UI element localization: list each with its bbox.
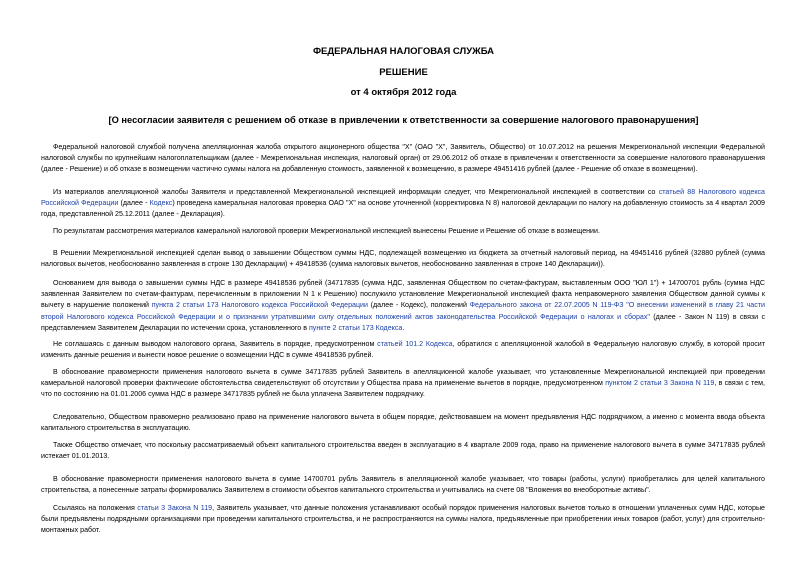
document-link[interactable]: Кодекс xyxy=(149,199,173,208)
document-link[interactable]: статьи 3 Закона N 119 xyxy=(137,504,213,512)
paragraph-text: В Решении Межрегиональной инспекцией сделан вывод о завышении Обществом суммы НДС, подлежащей возмещению из бюджета за отчетный налоговый период, на 49451416 рублей (32880 рублей (сумма налоговых вычетов, необоснованно заявленная в строке 130 Декларации) + 49418536 (сумма налоговых вычетов, необоснованно заявленная в строке 140 Декларации)). xyxy=(41,249,765,269)
paragraph-text: (далее - xyxy=(118,199,150,208)
paragraph xyxy=(41,187,765,221)
paragraph xyxy=(41,440,765,462)
paragraph xyxy=(41,503,765,537)
paragraph-text: Ссылаясь на положения xyxy=(53,504,138,512)
paragraph-text: Из материалов апелляционной жалобы Заявителя и представленной Межрегиональной инспекцией информации следует, что Межрегиональной инспекцией в соответствии со xyxy=(53,188,659,196)
paragraph-text: В обоснование правомерности применения налогового вычета в сумме 34717835 рублей Заявитель в апелляционной жалобе указывает, что установленные Межрегиональной инспекцией при проведении камеральной налоговой проверки фактические обстоятельства свидетельствуют об отсутствии у Общества права на применение вычетов в порядке, предусмотренном xyxy=(41,368,765,388)
paragraph xyxy=(41,367,765,401)
paragraph-text: , в связи с тем, что по состоянию на 01.01.2006 сумма НДС в размере 34717835 рублей не была уплачена Заявителем подрядчику. xyxy=(41,379,765,399)
document-type: РЕШЕНИЕ xyxy=(379,67,428,78)
paragraph xyxy=(41,278,765,334)
paragraph-text: . xyxy=(402,323,405,332)
paragraph xyxy=(41,142,765,176)
paragraph-text: В обоснование правомерности применения налогового вычета в сумме 14700701 рубль Заявитель в апелляционной жалобе указывает, что товары (работы, услуги) приобретались для целей капитального строительства, а понесенные затраты формировались Заявителем в стоимости объектов капитального строительства и учитывались на счете 08 "Вложения во внеоборотные активы". xyxy=(41,475,765,495)
document-link[interactable]: пункте 2 статьи 173 Кодекса xyxy=(308,323,403,332)
document-link[interactable]: статьей 88 Налогового кодекса Российской Федерации xyxy=(41,188,765,208)
paragraph-text: Основанием для вывода о завышении суммы НДС в размере 49418536 рублей (34717835 (сумма НДС, заявленная Обществом по счетам-фактурам, выставленным ООО "ЮЛ 1") + 14700701 рубль (сумма НДС заявленная Заявителем по счетам-фактурам, перечисленным в приложении N 1 к Решению) послужило установление Межрегиональной инспекцией факта неправомерного заявления Обществом данной суммы к вычету в нарушение положений xyxy=(41,279,765,310)
paragraph-text: По результатам рассмотрения материалов камеральной налоговой проверки Межрегиональной инспекцией вынесены Решение и Решение об отказе в возмещении. xyxy=(53,227,600,235)
paragraph-text: Также Общество отмечает, что поскольку рассматриваемый объект капитального строительства введен в эксплуатацию в 4 квартале 2009 года, право на применение налогового вычета в сумме 34717835 рублей истекает 01.01.2013. xyxy=(41,441,765,461)
paragraph xyxy=(41,248,765,270)
paragraph-text: , Заявитель указывает, что данные положения устанавливают особый порядок применения налоговых вычетов только в отношении уплаченных сумм НДС, которые были предъявлены подрядными организациями при проведении капитального строительства, и не распространяются на суммы налога, предъявленные при приобретении иных товаров (работ, услуг) для строительно-монтажных работ. xyxy=(41,504,765,535)
paragraph xyxy=(41,226,765,237)
document-date: от 4 октября 2012 года xyxy=(350,87,457,98)
paragraph-text: Следовательно, Обществом правомерно реализовано право на применение налогового вычета в общем порядке, действовавшем на момент предъявления НДС подрядчиком, а именно с момента ввода объекта капитального строительства в эксплуатацию. xyxy=(41,413,765,433)
paragraph-text: Не соглашаясь с данным выводом налогового органа, Заявитель в порядке, предусмотренном xyxy=(53,340,378,348)
paragraph-text: Федеральной налоговой службой получена апелляционная жалоба открытого акционерного общества "Х" (ОАО "Х", Заявитель, Общество) от 10.07.2012 на решения Межрегиональной инспекции Федеральной налоговой службы по крупнейшим налогоплательщикам (далее - Межрегиональная инспекция, налоговый орган) от 29.06.2012 об отказе в привлечении к ответственности за совершение налогового правонарушения (далее - Решение) и об отказе в возмещении частично суммы налога на добавленную стоимость, заявленной к возмещению, в размере 49451416 рублей (далее - Решение об отказе в возмещении). xyxy=(41,143,765,174)
document-link[interactable]: пункта 2 статьи 173 Налогового кодекса Российской Федерации xyxy=(151,301,368,310)
document-link[interactable]: пунктом 2 статьи 3 Закона N 119 xyxy=(605,379,715,388)
paragraph-text: , обратился с апелляционной жалобой в Федеральную налоговую службу, в которой просит изменить данные решения и вынести новое решение о возмещении НДС в сумме 49418536 рублей. xyxy=(41,340,766,360)
paragraph xyxy=(41,474,765,496)
document-link[interactable]: Федерального закона от 22.07.2005 N 119-ФЗ "О внесении изменений в главу 21 части второй Налогового кодекса Российской Федерации и о признании утратившими силу отдельных положений актов законодательства Российской Федерации о налогах и сборах" xyxy=(41,301,765,321)
document-subject: [О несогласии заявителя с решением об отказе в привлечении к ответственности за совершение налогового правонарушения] xyxy=(108,115,699,125)
paragraph xyxy=(41,412,765,434)
document-link[interactable]: статьей 101.2 Кодекса xyxy=(377,340,453,348)
paragraph-text: (далее - Кодекс), положений xyxy=(367,301,470,310)
paragraph-text: ) проведена камеральная налоговая проверка ОАО "Х" на основе уточненной (корректировка N 8) налоговой декларации по налогу на добавленную стоимость за 4 квартал 2009 года, представленной 25.12.2011 (далее - Декларация). xyxy=(41,199,765,219)
paragraph-text: (далее - Закон N 119) в связи с представлением Заявителем Декларации по истечении срока, установленного в xyxy=(41,312,765,332)
agency-name: ФЕДЕРАЛЬНАЯ НАЛОГОВАЯ СЛУЖБА xyxy=(312,46,495,57)
paragraph xyxy=(41,339,765,361)
